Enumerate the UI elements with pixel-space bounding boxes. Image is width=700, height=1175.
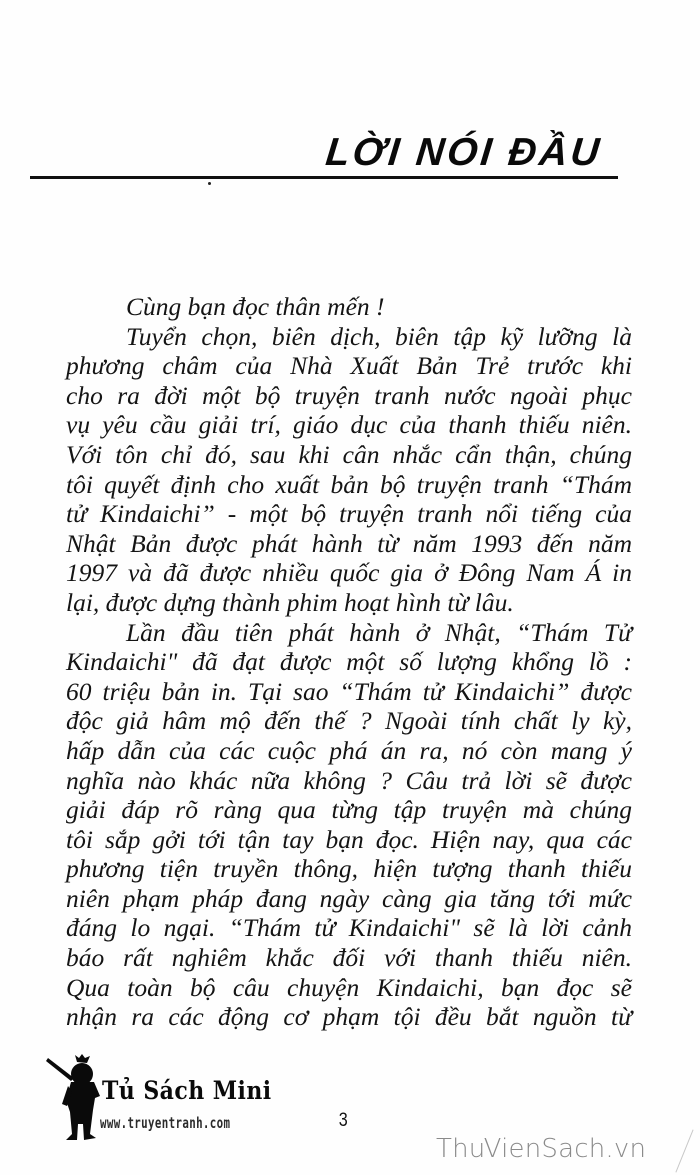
text-line: độc giả hâm mộ đến thế ? Ngoài tính chất ly kỳ,: [66, 706, 632, 736]
text-line: Tuyển chọn, biên dịch, biên tập kỹ lưỡng là: [126, 321, 632, 351]
text-line: tôi sắp gởi tới tận tay bạn đọc. Hiện nay, qua các: [66, 824, 632, 854]
text-line: nghĩa nào khác nữa không ? Câu trả lời sẽ được: [66, 765, 632, 795]
text-line: Cùng bạn đọc thân mến !: [126, 292, 385, 321]
site-watermark: ThuVienSach.vn: [436, 1134, 647, 1164]
text-line: Nhật Bản được phát hành từ năm 1993 đến năm: [66, 528, 632, 558]
text-line: cho ra đời một bộ truyện tranh nước ngoài phục: [66, 380, 632, 410]
text-line: phương châm của Nhà Xuất Bản Trẻ trước khi: [66, 351, 632, 381]
text-line: Qua toàn bộ câu chuyện Kindaichi, bạn đọc sẽ: [66, 972, 632, 1002]
logo-title: Tủ Sách Mini: [102, 1076, 272, 1105]
text-line: 1997 và đã được nhiều quốc gia ở Đông Nam Á in: [66, 558, 632, 588]
text-line: Lần đầu tiên phát hành ở Nhật, “Thám Tử: [126, 617, 632, 647]
text-line: hấp dẫn của các cuộc phá án ra, nó còn mang ý: [66, 735, 632, 765]
heading-underline: [30, 176, 618, 179]
watermark-slash: [675, 1129, 693, 1172]
page-number: 3: [338, 1110, 348, 1131]
preface-body: [66, 292, 632, 1032]
text-line: báo rất nghiêm khắc đối với thanh thiếu niên.: [66, 943, 632, 973]
page-heading: LỜI NÓI ĐẦU: [323, 131, 605, 174]
text-line: vụ yêu cầu giải trí, giáo dục của thanh thiếu niên.: [66, 410, 632, 440]
samurai-silhouette-icon: [44, 1052, 108, 1142]
text-line: phương tiện truyền thông, hiện tượng thanh thiếu: [66, 854, 632, 884]
text-line: Kindaichi" đã đạt được một số lượng khổng lồ :: [66, 647, 632, 677]
text-line: 60 triệu bản in. Tại sao “Thám tử Kindaichi” được: [66, 676, 632, 706]
publisher-logo: [44, 1052, 284, 1142]
text-line: niên phạm pháp đang ngày càng gia tăng tới mức: [66, 883, 632, 913]
logo-url: www.truyentranh.com: [100, 1114, 231, 1132]
text-line: lại, được dựng thành phim hoạt hình từ lâu.: [66, 587, 514, 617]
text-line: nhận ra các động cơ phạm tội đều bắt nguồn từ: [66, 1002, 632, 1032]
text-line: đáng lo ngại. “Thám tử Kindaichi" sẽ là lời cảnh: [66, 913, 632, 943]
text-line: giải đáp rõ ràng qua từng tập truyện mà chúng: [66, 795, 632, 825]
text-line: tôi quyết định cho xuất bản bộ truyện tranh “Thám: [66, 469, 632, 499]
scan-speck: [208, 182, 211, 185]
text-line: Với tôn chỉ đó, sau khi cân nhắc cẩn thận, chúng: [66, 439, 632, 469]
text-line: tử Kindaichi” - một bộ truyện tranh nổi tiếng của: [66, 499, 632, 529]
